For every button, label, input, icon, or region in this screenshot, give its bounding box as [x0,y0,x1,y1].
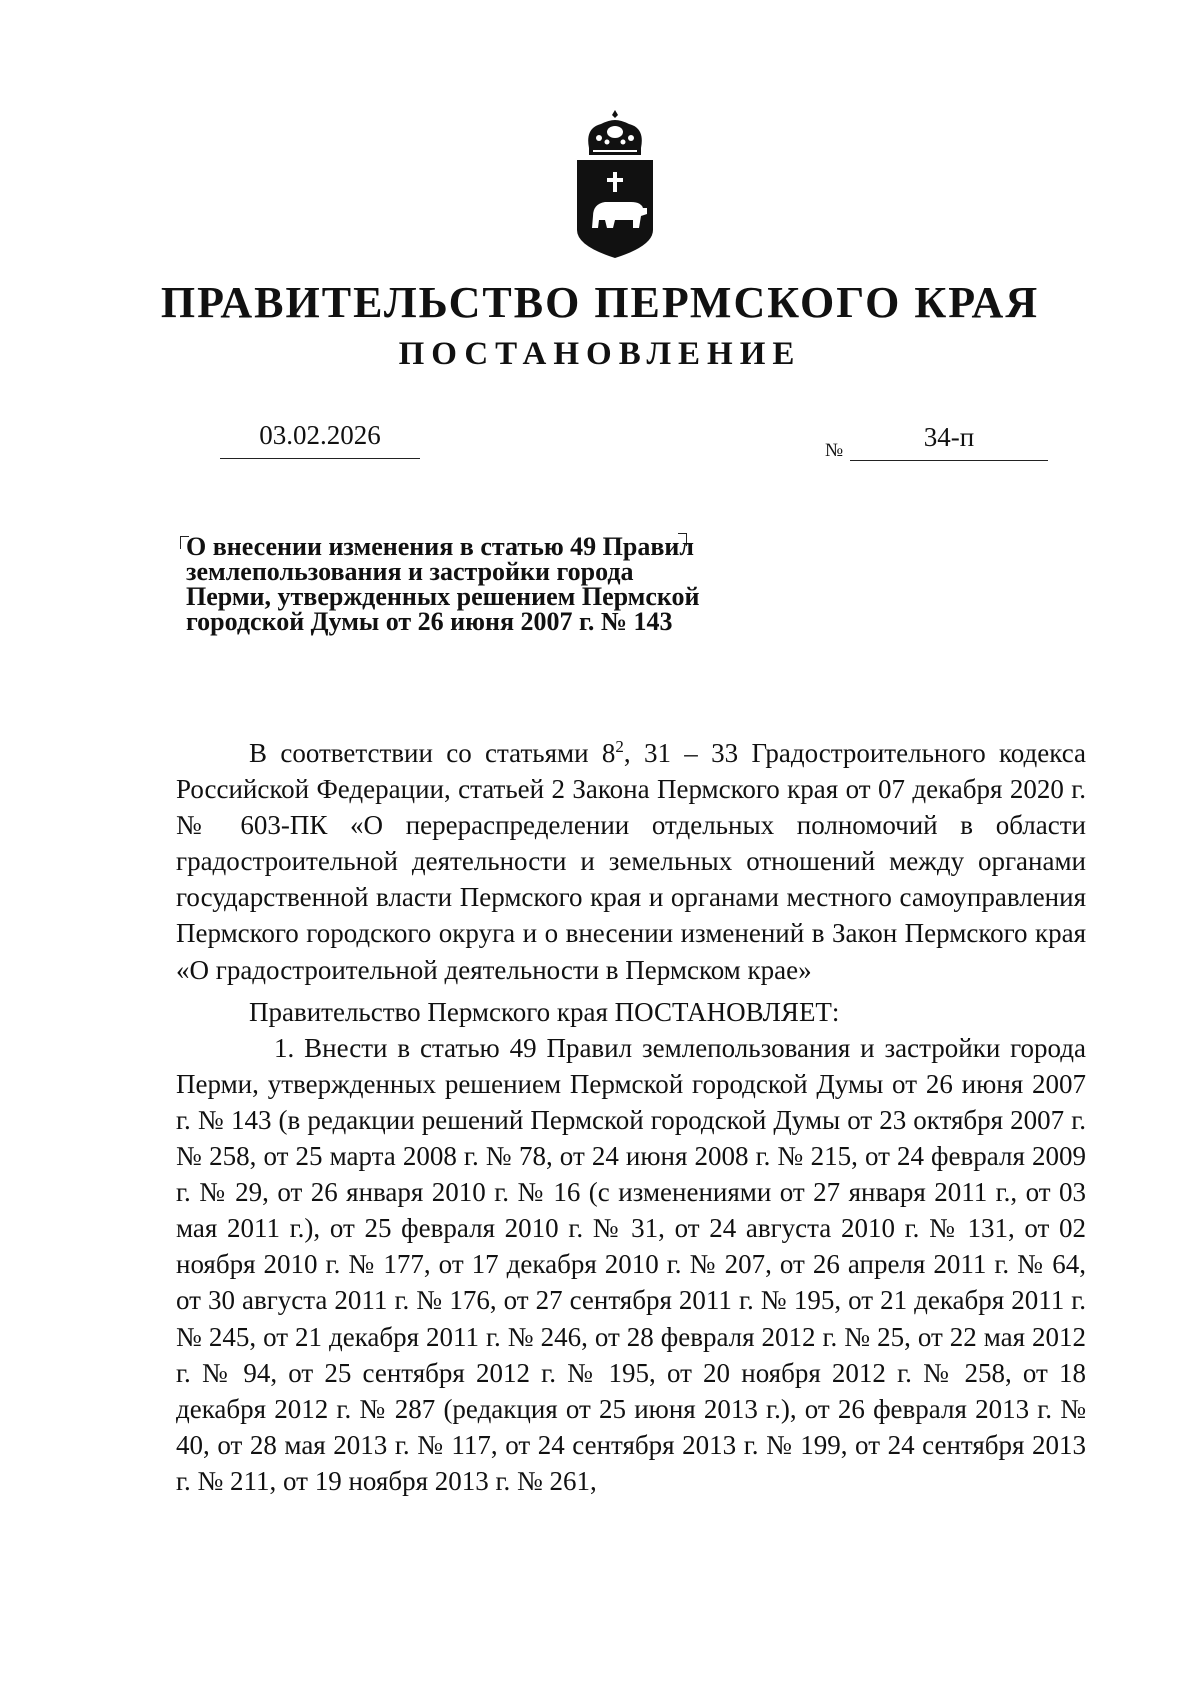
organization-title: ПРАВИТЕЛЬСТВО ПЕРМСКОГО КРАЯ [160,278,1040,327]
document-date: 03.02.2026 [259,420,381,450]
resolution-paragraph: Правительство Пермского края ПОСТАНОВЛЯЕТ: [249,996,840,1027]
number-sign: № [825,440,844,461]
article-superscript: 2 [615,737,624,756]
number-underline [850,460,1048,461]
document-type-heading: ПОСТАНОВЛЕНИЕ [398,336,802,372]
document-body [176,735,1086,1499]
coat-of-arms-icon [571,108,659,258]
preamble-paragraph [176,735,1086,988]
preamble-text-rest: , 31 – 33 Градостроительного кодекса Российской Федерации, статьей 2 Закона Пермского края от 07 декабря 2020 г. № 603-ПК «О перераспределении отдельных полномочий в области градостроительной деятельности и земельных отношений между органами государственной власти Пермского края и органами местного самоуправления Пермского городского округа и о внесении изменений в Закон Пермского края «О градостроительной деятельности в Пермском крае» [176,738,1086,985]
date-underline [220,458,420,459]
document-number: 34-п [923,422,975,452]
item-1-paragraph: 1. Внести в статью 49 Правил землепользования и застройки города Перми, утвержденных решением Пермской городской Думы от 26 июня 2007 г. № 143 (в редакции решений Пермской городской Думы от 23 октября 2007 г. № 258, от 25 марта 2008 г. № 78, от 24 июня 2008 г. № 215, от 24 февраля 2009 г. № 29, от 26 января 2010 г. № 16 (с изменениями от 27 января 2011 г., от 03 мая 2011 г.), от 25 февраля 2010 г. № 31, от 24 августа 2010 г. № 131, от 02 ноября 2010 г. № 177, от 17 декабря 2010 г. № 207, от 26 апреля 2011 г. № 64, от 30 августа 2011 г. № 176, от 27 сентября 2011 г. № 195, от 21 декабря 2011 г. № 245, от 21 декабря 2011 г. № 246, от 28 февраля 2012 г. № 25, от 22 мая 2012 г. № 94, от 25 сентября 2012 г. № 195, от 20 ноября 2012 г. № 258, от 18 декабря 2012 г. № 287 (редакция от 25 июня 2013 г.), от 26 февраля 2013 г. № 40, от 28 мая 2013 г. № 117, от 24 сентября 2013 г. № 199, от 24 сентября 2013 г. № 211, от 19 ноября 2013 г. № 261, [176,1032,1086,1496]
preamble-text-start: В соответствии со статьями 8 [249,738,616,768]
document-subject: О внесении изменения в статью 49 Правил землепользования и застройки города Перми, утвержденных решением Пермской городской Думы от 26 июня 2007 г. № 143 [186,532,700,636]
